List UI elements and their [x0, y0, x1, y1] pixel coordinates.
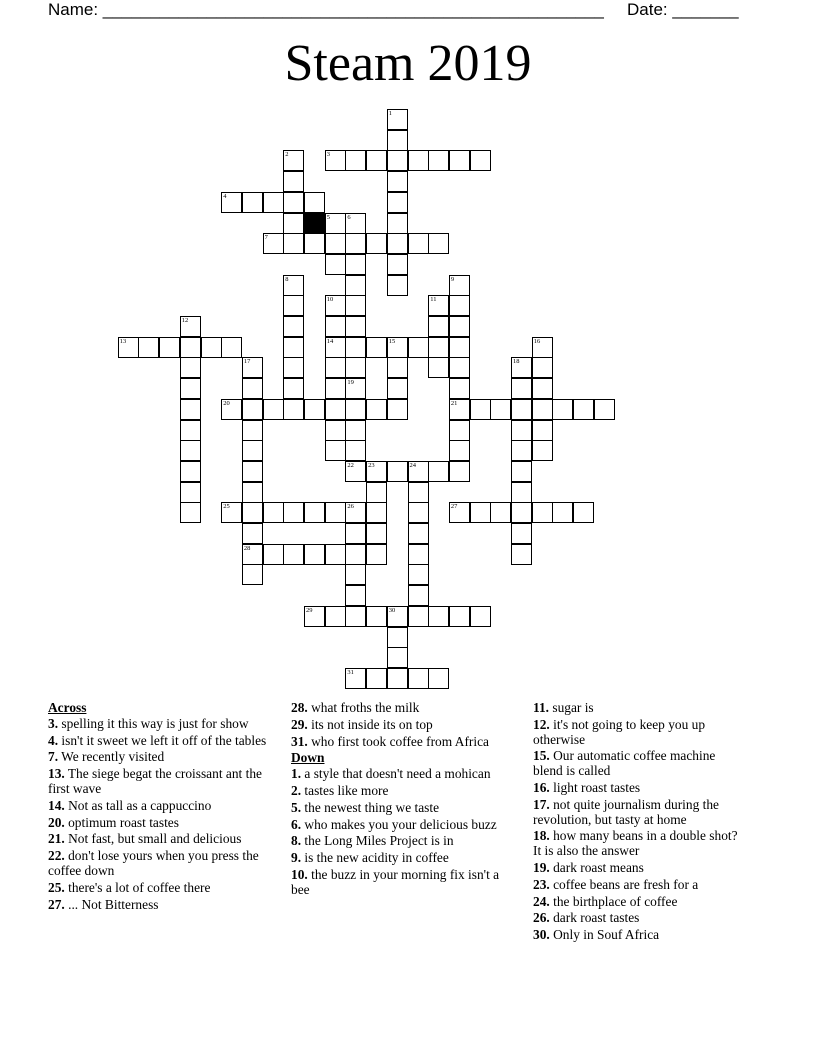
grid-cell[interactable]: [511, 523, 532, 544]
grid-cell[interactable]: [449, 378, 470, 399]
grid-cell[interactable]: [263, 544, 284, 565]
clue-across-7: 7. We recently visited: [48, 749, 165, 765]
clue-number: 20: [223, 399, 230, 407]
grid-cell[interactable]: [408, 668, 429, 689]
grid-cell[interactable]: [470, 150, 491, 171]
grid-cell[interactable]: [242, 564, 263, 585]
grid-cell[interactable]: [345, 150, 366, 171]
grid-cell[interactable]: [242, 420, 263, 441]
grid-cell[interactable]: [221, 399, 242, 420]
grid-cell[interactable]: [387, 647, 408, 668]
grid-cell[interactable]: [511, 378, 532, 399]
grid-cell[interactable]: [118, 337, 139, 358]
grid-cell[interactable]: [345, 668, 366, 689]
grid-cell[interactable]: [387, 233, 408, 254]
grid-cell[interactable]: [387, 668, 408, 689]
clue-across-29: 29. its not inside its on top: [291, 716, 433, 732]
grid-cell[interactable]: [449, 440, 470, 461]
grid-cell[interactable]: [449, 295, 470, 316]
grid-cell[interactable]: [408, 337, 429, 358]
grid-cell[interactable]: [428, 233, 449, 254]
grid-cell[interactable]: [428, 295, 449, 316]
grid-cell[interactable]: [283, 192, 304, 213]
grid-cell[interactable]: [242, 502, 263, 523]
grid-cell[interactable]: [366, 668, 387, 689]
grid-cell[interactable]: [263, 399, 284, 420]
grid-cell[interactable]: [325, 544, 346, 565]
grid-cell[interactable]: [366, 544, 387, 565]
grid-cell[interactable]: [532, 399, 553, 420]
grid-cell[interactable]: [449, 606, 470, 627]
grid-cell[interactable]: [242, 482, 263, 503]
grid-cell[interactable]: [304, 192, 325, 213]
clue-down-12: 12. it's not going to keep you up otherwise: [533, 716, 706, 747]
grid-cell[interactable]: [532, 502, 553, 523]
clue-number: 10: [326, 296, 334, 304]
grid-cell[interactable]: [387, 378, 408, 399]
clue-across-31: 31. who first took coffee from Africa: [291, 733, 489, 749]
clue-down-6: 6. who makes you your delicious buzz: [291, 816, 497, 832]
grid-cell[interactable]: [552, 399, 573, 420]
clue-down-8: 8. the Long Miles Project is in: [291, 833, 454, 849]
grid-cell[interactable]: [283, 337, 304, 358]
clue-number: 25: [223, 503, 230, 511]
grid-cell[interactable]: [283, 378, 304, 399]
clue-number: 7: [264, 234, 268, 242]
grid-cell[interactable]: [511, 482, 532, 503]
clue-across-3: 3. spelling it this way is just for show: [48, 715, 249, 731]
grid-cell[interactable]: [325, 440, 346, 461]
grid-cell[interactable]: [366, 523, 387, 544]
grid-cell[interactable]: [387, 461, 408, 482]
grid-cell[interactable]: [387, 357, 408, 378]
grid-cell[interactable]: [408, 544, 429, 565]
grid-cell[interactable]: [325, 233, 346, 254]
grid-cell[interactable]: [345, 316, 366, 337]
grid-cell[interactable]: [428, 357, 449, 378]
grid-cell[interactable]: [180, 378, 201, 399]
grid-cell[interactable]: [242, 461, 263, 482]
grid-cell[interactable]: [304, 233, 325, 254]
grid-cell[interactable]: [470, 606, 491, 627]
clue-number: 18: [513, 358, 520, 366]
grid-cell[interactable]: [573, 399, 594, 420]
grid-cell[interactable]: [263, 233, 284, 254]
grid-cell[interactable]: [325, 150, 346, 171]
grid-cell[interactable]: [304, 606, 325, 627]
clue-across-22: 22. don't lose yours when you press the coffee down: [48, 848, 259, 878]
grid-cell[interactable]: [242, 357, 263, 378]
grid-cell[interactable]: [366, 502, 387, 523]
grid-cell[interactable]: [304, 502, 325, 523]
clue-across-21: 21. Not fast, but small and delicious: [48, 831, 242, 847]
down-heading: Down: [291, 750, 325, 766]
grid-cell[interactable]: [242, 523, 263, 544]
grid-cell[interactable]: [325, 606, 346, 627]
grid-cell[interactable]: [594, 399, 615, 420]
grid-cell[interactable]: [283, 233, 304, 254]
grid-cell[interactable]: [283, 357, 304, 378]
clue-down-1: 1. a style that doesn't need a mohican: [291, 766, 491, 782]
grid-cell[interactable]: [283, 399, 304, 420]
grid-cell[interactable]: [387, 275, 408, 296]
grid-cell[interactable]: [470, 502, 491, 523]
grid-cell[interactable]: [511, 440, 532, 461]
grid-cell[interactable]: [366, 482, 387, 503]
grid-cell[interactable]: [325, 378, 346, 399]
clue-number: 16: [533, 337, 541, 345]
grid-cell[interactable]: [325, 337, 346, 358]
grid-cell[interactable]: [345, 233, 366, 254]
grid-cell[interactable]: [345, 254, 366, 275]
grid-cell[interactable]: [325, 399, 346, 420]
grid-cell[interactable]: [428, 150, 449, 171]
clue-down-2: 2. tastes like more: [291, 782, 389, 798]
grid-cell[interactable]: [283, 213, 304, 234]
clue-number: 15: [388, 337, 396, 345]
grid-cell[interactable]: [387, 130, 408, 151]
grid-cell[interactable]: [283, 171, 304, 192]
clue-number: 23: [368, 461, 375, 469]
clue-down-11: 11. sugar is: [533, 700, 594, 715]
grid-cell[interactable]: [449, 357, 470, 378]
clue-down-10: 10. the buzz in your morning fix isn't a bee: [291, 866, 500, 897]
grid-cell[interactable]: [449, 316, 470, 337]
grid-cell[interactable]: [449, 399, 470, 420]
grid-cell[interactable]: [345, 461, 366, 482]
clue-number: 28: [243, 544, 251, 552]
grid-cell[interactable]: [345, 544, 366, 565]
grid-cell[interactable]: [532, 440, 553, 461]
grid-cell[interactable]: [180, 399, 201, 420]
grid-cell[interactable]: [387, 627, 408, 648]
grid-cell[interactable]: [408, 233, 429, 254]
grid-cell[interactable]: [180, 316, 201, 337]
grid-cell[interactable]: [428, 668, 449, 689]
grid-cell[interactable]: [345, 275, 366, 296]
grid-cell[interactable]: [470, 399, 491, 420]
grid-cell[interactable]: [552, 502, 573, 523]
grid-cell[interactable]: [408, 523, 429, 544]
grid-cell[interactable]: [180, 482, 201, 503]
grid-cell[interactable]: [511, 420, 532, 441]
grid-cell[interactable]: [180, 337, 201, 358]
grid-cell[interactable]: [387, 337, 408, 358]
puzzle-title: Steam 2019: [284, 35, 532, 92]
grid-cell[interactable]: [304, 399, 325, 420]
clue-number: 21: [450, 399, 458, 407]
clue-number: 30: [388, 606, 396, 614]
grid-cell[interactable]: [408, 461, 429, 482]
grid-cell[interactable]: [242, 544, 263, 565]
grid-cell[interactable]: [345, 440, 366, 461]
grid-cell[interactable]: [387, 399, 408, 420]
grid-cell[interactable]: [408, 606, 429, 627]
clue-number: 22: [347, 461, 354, 469]
date-field-label: Date: _______: [627, 0, 739, 19]
grid-cell[interactable]: [366, 337, 387, 358]
grid-cell[interactable]: [366, 150, 387, 171]
grid-cell[interactable]: [283, 502, 304, 523]
grid-cell[interactable]: [366, 233, 387, 254]
clue-number: 9: [450, 275, 455, 283]
clue-across-4: 4. isn't it sweet we left it off of the tables: [48, 732, 267, 748]
grid-cell[interactable]: [242, 192, 263, 213]
grid-cell[interactable]: [201, 337, 222, 358]
clue-across-25: 25. there's a lot of coffee there: [48, 879, 211, 895]
clue-number: 4: [223, 192, 227, 200]
grid-cell[interactable]: [511, 461, 532, 482]
grid-cell[interactable]: [263, 192, 284, 213]
clue-down-24: 24. the birthplace of coffee: [533, 893, 678, 909]
grid-cell[interactable]: [345, 585, 366, 606]
across-heading: Across: [48, 700, 87, 715]
grid-cell[interactable]: [532, 337, 553, 358]
clue-number: 27: [450, 503, 458, 511]
grid-cell[interactable]: [345, 378, 366, 399]
grid-cell[interactable]: [387, 109, 408, 130]
grid-cell[interactable]: [345, 502, 366, 523]
grid-cell[interactable]: [490, 399, 511, 420]
grid-cell[interactable]: [325, 254, 346, 275]
grid-cell[interactable]: [345, 295, 366, 316]
grid-cell[interactable]: [304, 544, 325, 565]
black-cell: [304, 213, 325, 234]
clue-across-20: 20. optimum roast tastes: [48, 814, 179, 830]
clue-number: 31: [347, 668, 354, 676]
clue-down-5: 5. the newest thing we taste: [291, 799, 440, 815]
grid-cell[interactable]: [325, 213, 346, 234]
grid-cell[interactable]: [449, 502, 470, 523]
grid-cell[interactable]: [511, 357, 532, 378]
grid-cell[interactable]: [408, 585, 429, 606]
clues-column-2: [291, 701, 506, 900]
clue-number: 1: [388, 110, 393, 117]
grid-cell[interactable]: [573, 502, 594, 523]
clue-number: 2: [285, 151, 289, 159]
grid-cell[interactable]: [325, 295, 346, 316]
grid-cell[interactable]: [449, 337, 470, 358]
grid-cell[interactable]: [242, 378, 263, 399]
clue-number: 24: [409, 461, 416, 469]
clue-number: 3: [326, 151, 330, 159]
clues-column-3: [533, 701, 748, 945]
grid-cell[interactable]: [138, 337, 159, 358]
clue-number: 8: [285, 275, 289, 283]
grid-cell[interactable]: [180, 357, 201, 378]
grid-cell[interactable]: [408, 502, 429, 523]
clue-number: 6: [347, 213, 351, 221]
clue-down-23: 23. coffee beans are fresh for a: [533, 876, 699, 892]
grid-cell[interactable]: [387, 171, 408, 192]
grid-cell[interactable]: [345, 213, 366, 234]
grid-cell[interactable]: [325, 357, 346, 378]
clue-number: 5: [326, 213, 330, 221]
grid-cell[interactable]: [449, 461, 470, 482]
grid-cell[interactable]: [428, 606, 449, 627]
grid-cell[interactable]: [408, 482, 429, 503]
clues-column-1: [48, 701, 278, 914]
grid-cell[interactable]: [532, 378, 553, 399]
grid-cell[interactable]: [387, 213, 408, 234]
clue-down-16: 16. light roast tastes: [533, 779, 641, 795]
name-field-label: Name: _____________________________________________________: [48, 0, 604, 19]
grid-cell[interactable]: [345, 564, 366, 585]
grid-cell[interactable]: [159, 337, 180, 358]
clue-number: 11: [430, 296, 437, 304]
grid-cell[interactable]: [511, 544, 532, 565]
grid-cell[interactable]: [345, 357, 366, 378]
grid-cell[interactable]: [283, 295, 304, 316]
grid-cell[interactable]: [449, 150, 470, 171]
grid-cell[interactable]: [221, 502, 242, 523]
grid-cell[interactable]: [490, 502, 511, 523]
grid-cell[interactable]: [449, 420, 470, 441]
grid-cell[interactable]: [387, 606, 408, 627]
grid-cell[interactable]: [263, 502, 284, 523]
grid-cell[interactable]: [366, 606, 387, 627]
grid-cell[interactable]: [366, 399, 387, 420]
grid-cell[interactable]: [345, 420, 366, 441]
clue-number: 19: [347, 379, 354, 387]
grid-cell[interactable]: [242, 399, 263, 420]
clue-down-30: 30. Only in Souf Africa: [533, 927, 660, 943]
clue-down-9: 9. is the new acidity in coffee: [291, 850, 449, 866]
grid-cell[interactable]: [345, 337, 366, 358]
grid-cell[interactable]: [325, 502, 346, 523]
clue-across-13: 13. The siege begat the croissant ant the first wave: [48, 766, 262, 796]
grid-cell[interactable]: [366, 461, 387, 482]
grid-cell[interactable]: [283, 150, 304, 171]
clue-across-28: 28. what froths the milk: [291, 700, 420, 715]
grid-cell[interactable]: [345, 399, 366, 420]
clue-down-17: 17. not quite journalism during the revolution, but tasty at home: [533, 796, 719, 827]
grid-cell[interactable]: [221, 192, 242, 213]
grid-cell[interactable]: [283, 316, 304, 337]
grid-cell[interactable]: [180, 502, 201, 523]
clue-number: 17: [243, 358, 251, 366]
grid-cell[interactable]: [408, 564, 429, 585]
grid-cell[interactable]: [428, 316, 449, 337]
grid-cell[interactable]: [428, 461, 449, 482]
grid-cell[interactable]: [387, 254, 408, 275]
grid-cell[interactable]: [387, 192, 408, 213]
grid-cell[interactable]: [345, 606, 366, 627]
grid-cell[interactable]: [283, 275, 304, 296]
clue-down-19: 19. dark roast means: [533, 859, 644, 875]
grid-cell[interactable]: [180, 461, 201, 482]
clue-number: 12: [181, 317, 189, 324]
grid-cell[interactable]: [449, 275, 470, 296]
grid-cell[interactable]: [408, 150, 429, 171]
grid-cell[interactable]: [325, 316, 346, 337]
clue-number: 26: [347, 503, 354, 511]
clue-down-18: 18. how many beans in a double shot? It is also the answer: [533, 828, 738, 859]
clue-number: 29: [306, 606, 313, 614]
clue-down-15: 15. Our automatic coffee machine blend is called: [533, 748, 716, 779]
grid-cell[interactable]: [221, 337, 242, 358]
grid-cell[interactable]: [283, 544, 304, 565]
clue-number: 14: [326, 337, 334, 345]
grid-cell[interactable]: [242, 440, 263, 461]
clue-across-14: 14. Not as tall as a cappuccino: [48, 797, 212, 813]
grid-cell[interactable]: [532, 357, 553, 378]
grid-cell[interactable]: [180, 420, 201, 441]
grid-cell[interactable]: [345, 523, 366, 544]
clue-down-26: 26. dark roast tastes: [533, 910, 640, 926]
clue-number: 13: [119, 337, 127, 345]
grid-cell[interactable]: [387, 150, 408, 171]
grid-cell[interactable]: [532, 420, 553, 441]
grid-cell[interactable]: [511, 399, 532, 420]
clue-across-27: 27. ... Not Bitterness: [48, 896, 159, 912]
grid-cell[interactable]: [428, 337, 449, 358]
grid-cell[interactable]: [511, 502, 532, 523]
grid-cell[interactable]: [180, 440, 201, 461]
grid-cell[interactable]: [325, 420, 346, 441]
